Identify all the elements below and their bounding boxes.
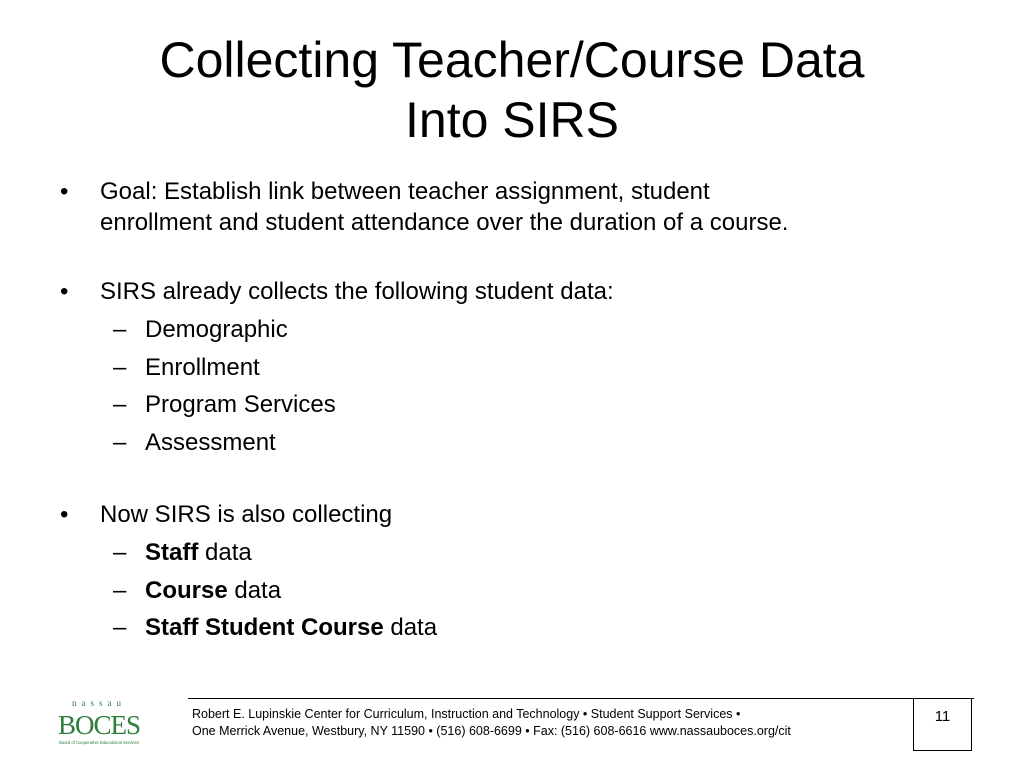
subitem-rest-label: data xyxy=(198,539,252,566)
subitem-bold-label: Course xyxy=(145,576,228,604)
subitem-staff-student-course-data xyxy=(60,609,980,647)
subitem-label: Enrollment xyxy=(145,353,260,381)
bullet-sirs-collects xyxy=(60,276,980,307)
footer-address xyxy=(192,706,791,740)
dash-mark: – xyxy=(113,539,127,566)
subitem-enrollment xyxy=(60,349,980,387)
subitem-staff-data xyxy=(60,534,980,572)
bullet-goal-line-2: enrollment and student attendance over the duration of a course. xyxy=(100,209,789,236)
bullet-mark: • xyxy=(60,278,69,305)
subitem-bold-label: Staff Student Course xyxy=(145,614,384,641)
bullet-goal xyxy=(60,176,980,238)
bullet-now-collecting-text: Now SIRS is also collecting xyxy=(100,501,393,528)
page-number-box xyxy=(913,698,972,751)
subitem-label: Program Services xyxy=(145,391,336,418)
subitem-label: Assessment xyxy=(145,428,276,456)
dash-mark: – xyxy=(113,428,127,456)
svg-text:BOCES: BOCES xyxy=(58,710,140,740)
subitem-assessment xyxy=(60,424,980,462)
footer-divider xyxy=(188,698,974,699)
dash-mark: – xyxy=(113,576,127,604)
bullet-list xyxy=(60,176,980,647)
boces-logo xyxy=(58,697,140,749)
footer-line-2: One Merrick Avenue, Westbury, NY 11590 • (516) 608-6699 • Fax: (516) 608-6616 www.nassauboces.org/cit xyxy=(192,724,791,738)
bullet-goal-line-1: Goal: Establish link between teacher assignment, student xyxy=(100,178,710,205)
page-number: 11 xyxy=(934,708,951,725)
bullet-mark: • xyxy=(60,501,69,528)
footer-line-1: Robert E. Lupinskie Center for Curriculum, Instruction and Technology • Student Support Services • xyxy=(192,707,741,721)
bullet-sirs-collects-text: SIRS already collects the following student data: xyxy=(100,278,614,305)
subitem-demographic xyxy=(60,311,980,349)
slide-title-line-1: Collecting Teacher/Course Data xyxy=(159,32,865,88)
dash-mark: – xyxy=(113,391,127,418)
slide-title xyxy=(0,30,1024,150)
subitem-program-services xyxy=(60,386,980,424)
dash-mark: – xyxy=(113,614,127,641)
subitem-label: Demographic xyxy=(145,316,288,343)
bullet-mark: • xyxy=(60,178,69,205)
svg-text:nassau: nassau xyxy=(72,698,126,708)
subitem-course-data xyxy=(60,572,980,610)
subitem-rest-label: data xyxy=(227,576,282,604)
dash-mark: – xyxy=(113,316,127,343)
subitem-rest-label: data xyxy=(383,614,438,641)
slide-title-line-2: Into SIRS xyxy=(405,92,619,148)
subitem-bold-label: Staff xyxy=(145,539,199,566)
svg-text:Board of Cooperative Education: Board of Cooperative Educational Services xyxy=(59,740,139,745)
dash-mark: – xyxy=(113,353,127,381)
bullet-now-collecting xyxy=(60,499,980,530)
